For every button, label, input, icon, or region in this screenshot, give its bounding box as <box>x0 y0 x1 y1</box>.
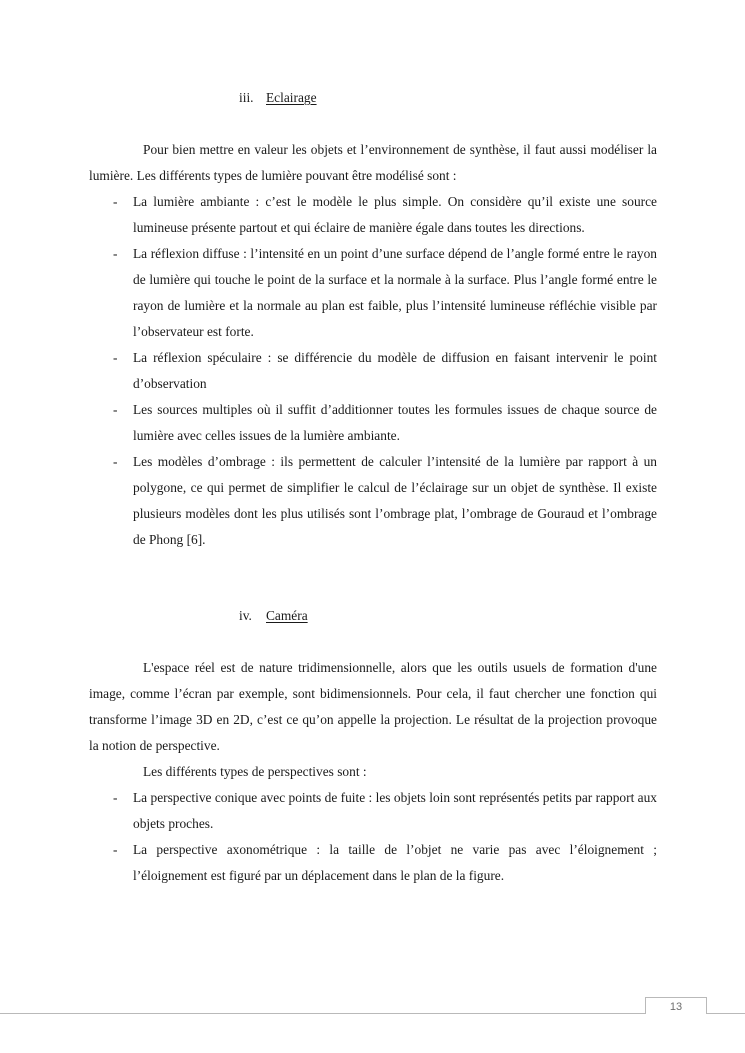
bullet-dash: - <box>113 350 118 365</box>
bullet-dash: - <box>113 790 118 805</box>
list-item: - Les sources multiples où il suffit d’additionner toutes les formules issues de chaque source de lumière avec celles issues de la lumière ambiante. <box>89 397 657 449</box>
bullet-dash: - <box>113 194 118 209</box>
list-item: - La perspective conique avec points de fuite : les objets loin sont représentés petits par rapport aux objets proches. <box>89 785 657 837</box>
bullet-dash: - <box>113 842 118 857</box>
perspective-types-list <box>89 785 657 889</box>
lighting-types-list <box>89 189 657 553</box>
bullet-dash: - <box>113 246 118 261</box>
bullet-dash: - <box>113 402 118 417</box>
page-number: 13 <box>645 997 707 1014</box>
list-item: - La perspective axonométrique : la taille de l’objet ne varie pas avec l’éloignement ; l’éloignement est figuré par un déplacement dans le plan de la figure. <box>89 837 657 889</box>
section-heading-camera <box>239 607 308 625</box>
list-item: - La réflexion spéculaire : se différencie du modèle de diffusion en faisant intervenir le point d’observation <box>89 345 657 397</box>
section-title: Caméra <box>266 608 308 623</box>
section-title: Eclairage <box>266 90 317 105</box>
bullet-dash: - <box>113 454 118 469</box>
section-number: iii. <box>239 90 254 105</box>
list-item: - Les modèles d’ombrage : ils permettent de calculer l’intensité de la lumière par rapport à un polygone, ce qui permet de simplifier le calcul de l’éclairage sur un objet de synthèse. Il existe plusieurs modèles dont les plus utilisés sont l’ombrage plat, l’ombrage de Gouraud et l’ombrage de Phong [6]. <box>89 449 657 553</box>
list-item: - La lumière ambiante : c’est le modèle le plus simple. On considère qu’il existe une source lumineuse présente partout et qui éclaire de manière égale dans toutes les directions. <box>89 189 657 241</box>
section-heading-eclairage <box>239 89 317 107</box>
footer-divider <box>0 1013 745 1014</box>
section-number: iv. <box>239 608 252 623</box>
list-item: - La réflexion diffuse : l’intensité en un point d’une surface dépend de l’angle formé entre le rayon de lumière qui touche le point de la surface et la normale à la surface. Plus l’angle formé entre le rayon de lumière et la normale au plan est faible, plus l’intensité lumineuse réfléchie visible par l’observateur est forte. <box>89 241 657 345</box>
camera-paragraph: L'espace réel est de nature tridimensionnelle, alors que les outils usuels de formation d'une image, comme l’écran par exemple, sont bidimensionnels. Pour cela, il faut chercher une fonction qui transforme l’image 3D en 2D, c’est ce qu’on appelle la projection. Le résultat de la projection provoque la notion de perspective. <box>89 660 657 753</box>
intro-paragraph: Pour bien mettre en valeur les objets et l’environnement de synthèse, il faut aussi modéliser la lumière. Les différents types de lumière pouvant être modélisé sont : <box>89 142 657 183</box>
perspective-types-intro: Les différents types de perspectives sont : <box>143 764 367 779</box>
